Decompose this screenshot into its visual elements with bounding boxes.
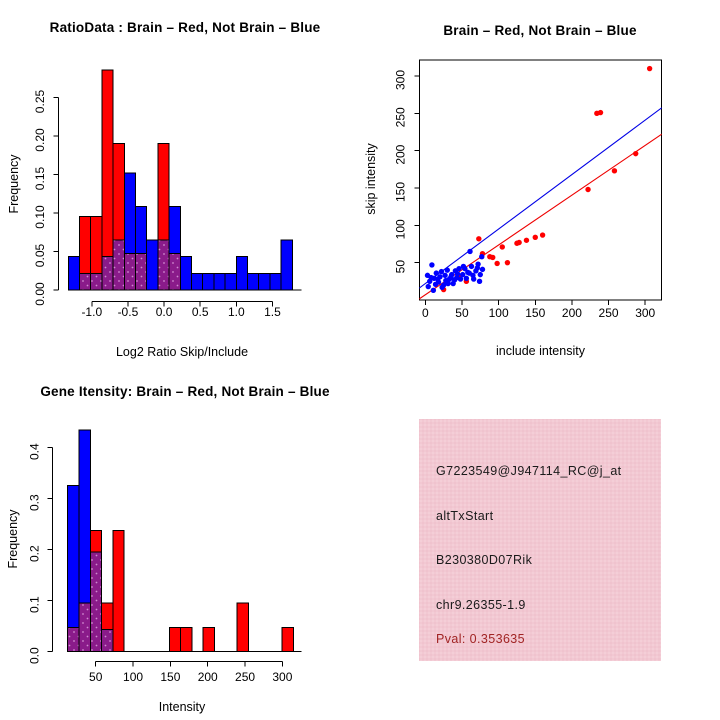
x-tick-label: 100 (123, 670, 144, 684)
hist-bar-red (169, 627, 180, 651)
x-tick-label: 0.5 (191, 305, 209, 319)
hist-bar-blue (68, 257, 79, 290)
scatter-point-blue (437, 274, 442, 279)
scatter-point-blue (467, 249, 472, 254)
hist-bar-blue (281, 240, 292, 290)
hist-ratio-xlabel: Log2 Ratio Skip/Include (115, 345, 249, 359)
plot-box (419, 60, 661, 300)
scatter-point-red (612, 168, 617, 173)
scatter-point-blue (475, 261, 480, 266)
scatter-point-blue (442, 273, 447, 278)
hist-bar-blue (180, 257, 191, 290)
hist-bar-overlap (68, 627, 79, 651)
y-tick-label: 0.2 (27, 545, 42, 563)
hist-bar-blue (248, 273, 259, 290)
hist-ratio-ylabel: Frequency (7, 154, 21, 214)
hist-bar-red (181, 627, 192, 651)
scatter-point-red (490, 255, 495, 260)
y-tick-label: 0.15 (33, 166, 47, 191)
scatter-point-red (524, 238, 529, 243)
x-tick-label: 150 (160, 670, 181, 684)
scatter-point-red (633, 151, 638, 156)
x-tick-label: 50 (455, 306, 469, 320)
scatter-point-blue (464, 276, 469, 281)
y-tick-label: 0.1 (27, 596, 42, 614)
pval-text: Pval: 0.353635 (436, 632, 525, 646)
scatter-point-blue (469, 264, 474, 269)
x-tick-label: 250 (598, 306, 619, 320)
x-tick-label: 0 (421, 306, 429, 320)
y-tick-label: 200 (393, 144, 408, 165)
x-tick-label: 300 (272, 670, 293, 684)
x-tick-label: 50 (89, 670, 103, 684)
hist-bar-overlap (158, 240, 169, 290)
x-tick-label: 1.5 (264, 305, 281, 319)
scatter-point-blue (429, 262, 434, 267)
y-tick-label: 0.3 (27, 494, 42, 512)
x-tick-label: 100 (488, 306, 509, 320)
locus-text: chr9.26355-1.9 (436, 598, 526, 612)
y-tick-label: 0.25 (33, 89, 47, 114)
y-tick-label: 300 (393, 69, 408, 91)
y-tick-label: 0.4 (27, 443, 42, 461)
hist-bar-blue (236, 257, 247, 290)
scatter-title: Brain – Red, Not Brain – Blue (443, 23, 637, 38)
event-type-text: altTxStart (436, 509, 494, 523)
hist-ratio-title: RatioData : Brain – Red, Not Brain – Blue (49, 20, 321, 35)
y-tick-label: 100 (393, 219, 408, 240)
scatter-point-blue (478, 272, 483, 277)
hist-gene-intensity-ylabel: Frequency (6, 509, 20, 569)
scatter-point-red (598, 110, 603, 115)
hist-gene-intensity-title: Gene Itensity: Brain – Red, Not Brain – Blue (40, 384, 330, 399)
x-tick-label: 300 (635, 306, 656, 320)
scatter-point-blue (445, 267, 450, 272)
hist-bar-overlap (91, 273, 102, 290)
hist-bar-overlap (136, 253, 147, 290)
scatter-point-red (540, 232, 545, 237)
hist-gene-intensity-xlabel: Intensity (158, 700, 206, 714)
scatter-point-blue (480, 267, 485, 272)
y-tick-label: 0.20 (33, 128, 47, 152)
scatter-xlabel: include intensity (496, 344, 585, 358)
x-tick-label: 1.0 (227, 305, 245, 319)
hist-bar-red (237, 603, 248, 652)
scatter-point-blue (477, 279, 482, 284)
x-tick-label: 200 (197, 670, 218, 684)
x-tick-label: -1.0 (81, 305, 103, 319)
hist-bar-overlap (90, 552, 101, 652)
x-tick-label: 0.0 (155, 305, 173, 319)
scatter-point-blue (471, 276, 476, 281)
scatter-point-blue (426, 284, 431, 289)
y-tick-label: 0.05 (33, 243, 47, 268)
scatter-point-blue (455, 271, 460, 276)
gene-symbol-text: B230380D07Rik (436, 553, 533, 567)
hist-bar-red (113, 530, 124, 651)
scatter-point-red (516, 240, 521, 245)
scatter-point-red (585, 187, 590, 192)
y-tick-label: 0.00 (33, 282, 47, 306)
hist-bar-blue (203, 273, 214, 290)
probe-id-text: G7223549@J947114_RC@j_at (436, 464, 622, 478)
scatter-point-blue (436, 279, 441, 284)
hist-bar-overlap (80, 273, 91, 290)
hist-bar-blue (225, 273, 236, 290)
hist-bar-blue (270, 273, 281, 290)
hist-bar-red (282, 627, 293, 651)
hist-bar-overlap (113, 240, 124, 290)
scatter-ylabel: skip intensity (364, 143, 378, 215)
hist-bar-overlap (124, 253, 135, 290)
y-tick-label: 250 (393, 107, 408, 128)
scatter-point-red (533, 235, 538, 240)
scatter-point-red (500, 244, 505, 249)
scatter-point-blue (431, 288, 436, 293)
hist-bar-blue (147, 240, 158, 290)
hist-bar-blue (68, 485, 79, 651)
x-tick-label: -0.5 (117, 305, 139, 319)
x-tick-label: 150 (525, 306, 546, 320)
hist-bar-overlap (102, 257, 113, 290)
scatter-point-blue (479, 254, 484, 259)
scatter-point-red (647, 66, 652, 71)
scatter-point-red (505, 260, 510, 265)
fit-line-blue (419, 108, 662, 289)
hist-bar-overlap (169, 253, 180, 290)
hist-bar-blue (192, 273, 203, 290)
y-tick-label: 0.0 (27, 647, 42, 665)
hist-bar-blue (259, 273, 270, 290)
scatter-point-red (494, 261, 499, 266)
info-panel (419, 419, 661, 661)
hist-bar-overlap (79, 603, 90, 652)
hist-bar-overlap (102, 630, 113, 652)
y-tick-label: 150 (393, 181, 408, 203)
scatter-point-red (476, 236, 481, 241)
y-tick-label: 0.10 (33, 205, 47, 229)
hist-bar-red (203, 627, 214, 651)
x-tick-label: 200 (561, 306, 582, 320)
hist-bar-blue (214, 273, 225, 290)
y-tick-label: 50 (393, 259, 408, 274)
x-tick-label: 250 (235, 670, 256, 684)
